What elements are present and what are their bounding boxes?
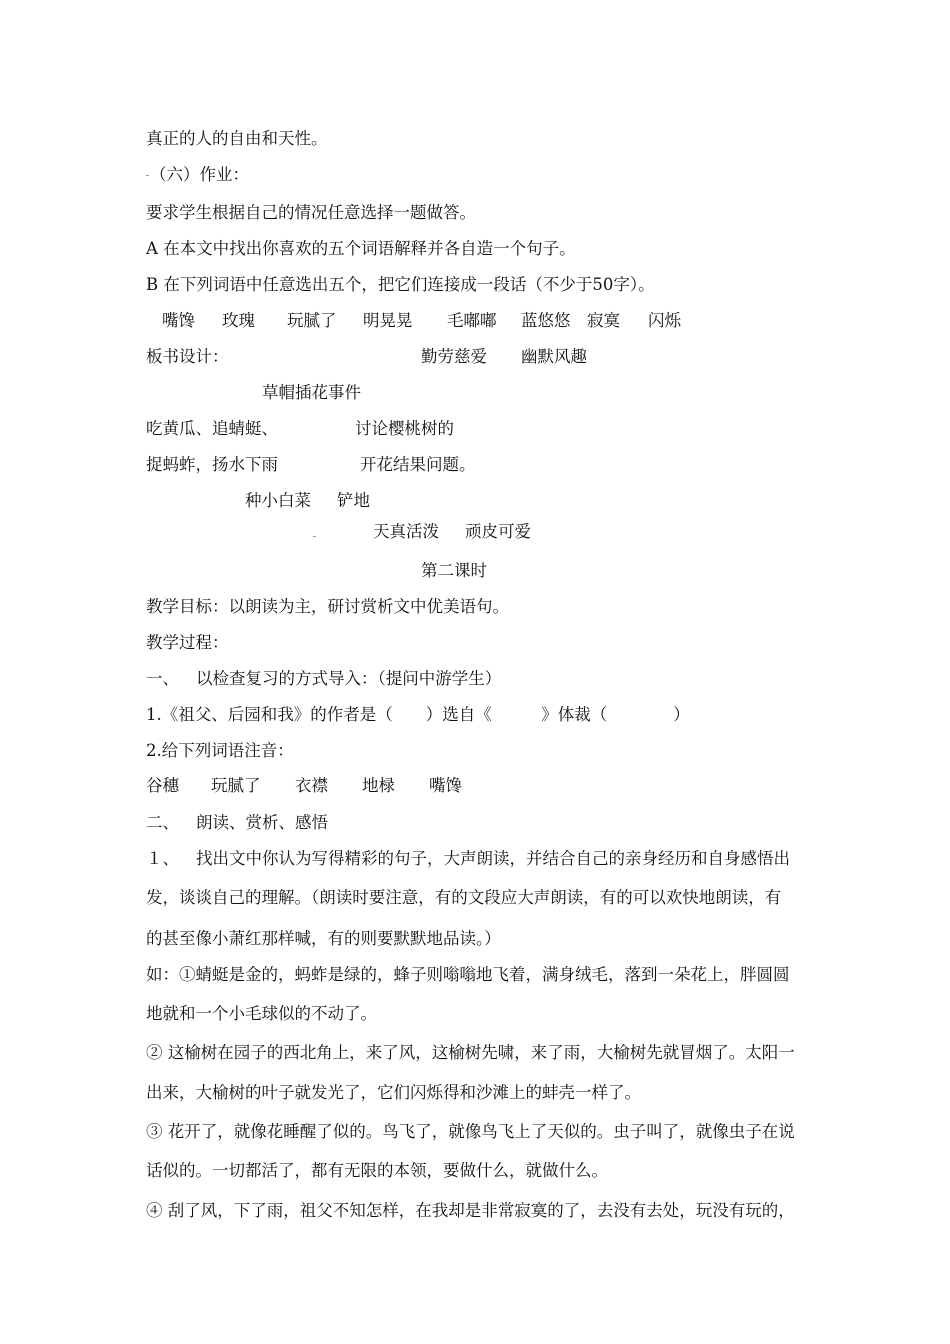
step-text: 朗读、赏析、感悟 bbox=[196, 813, 328, 832]
lesson-title: 第二课时 bbox=[421, 561, 487, 580]
text-line: 找出文中你认为写得精彩的句子，大声朗读，并结合自己的亲身经历和自身感悟出 bbox=[196, 849, 790, 868]
board-text: 天真活泼 bbox=[373, 522, 439, 541]
item-number: １、 bbox=[146, 849, 179, 868]
stray-mark bbox=[146, 175, 149, 176]
word-item: 地椂 bbox=[362, 776, 395, 795]
word-item: 毛嘟嘟 bbox=[447, 311, 497, 330]
text-line: 要求学生根据自己的情况任意选择一题做答。 bbox=[146, 203, 476, 222]
question: 1.《祖父、后园和我》的作者是（ ）选自《 》体裁（ ） bbox=[146, 705, 690, 724]
text-line: 真正的人的自由和天性。 bbox=[146, 129, 328, 148]
option-b: B 在下列词语中任意选出五个，把它们连接成一段话（不少于50字）。 bbox=[146, 275, 655, 294]
option-a: A 在本文中找出你喜欢的五个词语解释并各自造一个句子。 bbox=[146, 239, 576, 258]
word-item: 明晃晃 bbox=[363, 311, 413, 330]
board-text: 幽默风趣 bbox=[521, 347, 587, 366]
question: 2.给下列词语注音： bbox=[146, 741, 294, 760]
step-number: 二、 bbox=[146, 813, 179, 832]
board-text: 捉蚂蚱，扬水下雨 bbox=[146, 455, 278, 474]
board-text: 铲地 bbox=[337, 491, 370, 510]
example-sentence: ③ 花开了，就像花睡醒了似的。鸟飞了，就像鸟飞上了天似的。虫子叫了，就像虫子在说 bbox=[146, 1122, 795, 1141]
example-sentence: ④ 刮了风，下了雨，祖父不知怎样，在我却是非常寂寞的了，去没有去处，玩没有玩的， bbox=[146, 1201, 795, 1220]
board-text: 勤劳慈爱 bbox=[421, 347, 487, 366]
text-line: 发，谈谈自己的理解。（朗读时要注意，有的文段应大声朗读，有的可以欢快地朗读，有 bbox=[146, 888, 782, 907]
example-sentence: 地就和一个小毛球似的不动了。 bbox=[146, 1004, 377, 1023]
example-sentence: 出来，大榆树的叶子就发光了，它们闪烁得和沙滩上的蚌壳一样了。 bbox=[146, 1083, 641, 1102]
example-sentence: ② 这榆树在园子的西北角上，来了风，这榆树先啸，来了雨，大榆树先就冒烟了。太阳一 bbox=[146, 1043, 795, 1062]
section-heading: （六）作业： bbox=[150, 165, 249, 184]
example-sentence: 话似的。一切都活了，都有无限的本领，要做什么，就做什么。 bbox=[146, 1161, 608, 1180]
board-text: 吃黄瓜、追蜻蜓、 bbox=[146, 419, 278, 438]
word-item: 玫瑰 bbox=[222, 311, 255, 330]
teaching-process: 教学过程： bbox=[146, 633, 229, 652]
word-item: 嘴馋 bbox=[162, 311, 195, 330]
stray-mark bbox=[313, 536, 316, 537]
board-label: 板书设计： bbox=[146, 347, 229, 366]
board-text: 开花结果问题。 bbox=[360, 455, 476, 474]
board-text: 讨论樱桃树的 bbox=[355, 419, 454, 438]
board-text: 顽皮可爱 bbox=[465, 522, 531, 541]
board-text: 种小白菜 bbox=[245, 491, 311, 510]
step-number: 一、 bbox=[146, 669, 179, 688]
word-item: 玩腻了 bbox=[211, 776, 261, 795]
word-item: 嘴馋 bbox=[429, 776, 462, 795]
teaching-goal: 教学目标：以朗读为主，研讨赏析文中优美语句。 bbox=[146, 597, 509, 616]
word-item: 寂寞 bbox=[587, 311, 620, 330]
word-item: 衣襟 bbox=[295, 776, 328, 795]
example-sentence: 如：①蜻蜓是金的，蚂蚱是绿的，蜂子则嗡嗡地飞着，满身绒毛，落到一朵花上，胖圆圆 bbox=[146, 965, 790, 984]
board-title: 草帽插花事件 bbox=[262, 383, 361, 402]
word-item: 玩腻了 bbox=[287, 311, 337, 330]
step-text: 以检查复习的方式导入：（提问中游学生） bbox=[196, 669, 502, 688]
word-item: 谷穗 bbox=[146, 776, 179, 795]
word-item: 蓝悠悠 bbox=[521, 311, 571, 330]
word-item: 闪烁 bbox=[648, 311, 681, 330]
text-line: 的甚至像小萧红那样喊，有的则要默默地品读。） bbox=[146, 929, 501, 948]
